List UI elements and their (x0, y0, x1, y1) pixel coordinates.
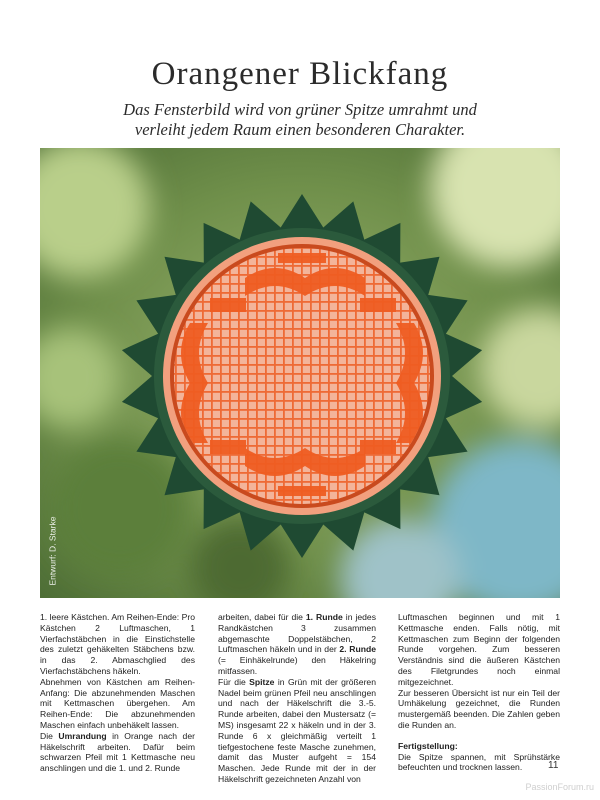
paragraph: Abnehmen von Kästchen am Reihen-Anfang: Die abzunehmenden Maschen mit Kettmaschen übergehen. Am Reihen-Ende: Die abzunehmenden Maschen einfach unbehäkelt lassen. (40, 676, 195, 730)
text-column-3 (398, 612, 560, 773)
text-column-1 (40, 612, 195, 774)
section-heading: Fertigstellung: (398, 740, 458, 751)
text-column-2 (218, 612, 376, 785)
paragraph: Die Spitze spannen, mit Sprühstärke befeuchten und trocknen lassen. (398, 751, 560, 773)
subtitle-line-1: Das Fensterbild wird von grüner Spitze umrahmt und (123, 100, 477, 119)
watermark: PassionForum.ru (525, 782, 594, 792)
subtitle (40, 100, 560, 140)
doily-photo (40, 148, 560, 598)
page-number: 11 (548, 760, 559, 771)
paragraph: Luftmaschen beginnen und mit 1 Kettmasche enden. Falls nötig, mit Kettmaschen zum Beginn der folgenden Runde vorgehen. Zum besseren Verständnis sind die äußeren Kästchen des Filetgrundes noch einmal mitgezeichnet. (398, 612, 560, 687)
subtitle-line-2: verleiht jedem Raum einen besonderen Charakter. (134, 120, 466, 139)
paragraph: 1. leere Kästchen. Am Reihen-Ende: Pro Kästchen 2 Luftmaschen, 1 Vierfachstäbchen in die Einstichstelle des zuletzt gehäkelten Stäbchens bzw. in das 2. Abmaschglied des Vierfachstäbchens häkeln. (40, 612, 195, 676)
photo-credit: Entwurf: D. Starke (47, 516, 57, 586)
paragraph: arbeiten, dabei für die 1. Runde in jedes Randkästchen 3 zusammen abgemaschte Doppelstäbchen, 2 Luftmaschen häkeln und in der 2. Runde (= Einhäkelrunde) den Häkelring mitfassen. (218, 612, 376, 676)
paragraph: Zur besseren Übersicht ist nur ein Teil der Umhäkelung gezeichnet, die Runden mustergemäß beenden. Die Zahlen geben die Runden an. (398, 687, 560, 730)
page-title: Orangener Blickfang (151, 56, 449, 92)
paragraph: Die Umrandung in Orange nach der Häkelschrift arbeiten. Dafür beim schwarzen Pfeil mit 1 Kettmasche neu anschlingen und die 1. und 2. Runde (40, 730, 195, 774)
paragraph: Für die Spitze in Grün mit der größeren Nadel beim grünen Pfeil neu anschlingen und nach der Häkelschrift die 3.-5. Runde arbeiten, dabei den Mustersatz (= MS) insgesamt 22 x häkeln und in der 3. Runde 6 x gleichmäßig verteilt 1 tiefgestochene feste Masche zunehmen, damit das Muster aufgeht = 154 Maschen. Jede Runde mit der in der Häkelschrift gezeichneten Anzahl von (218, 676, 376, 784)
